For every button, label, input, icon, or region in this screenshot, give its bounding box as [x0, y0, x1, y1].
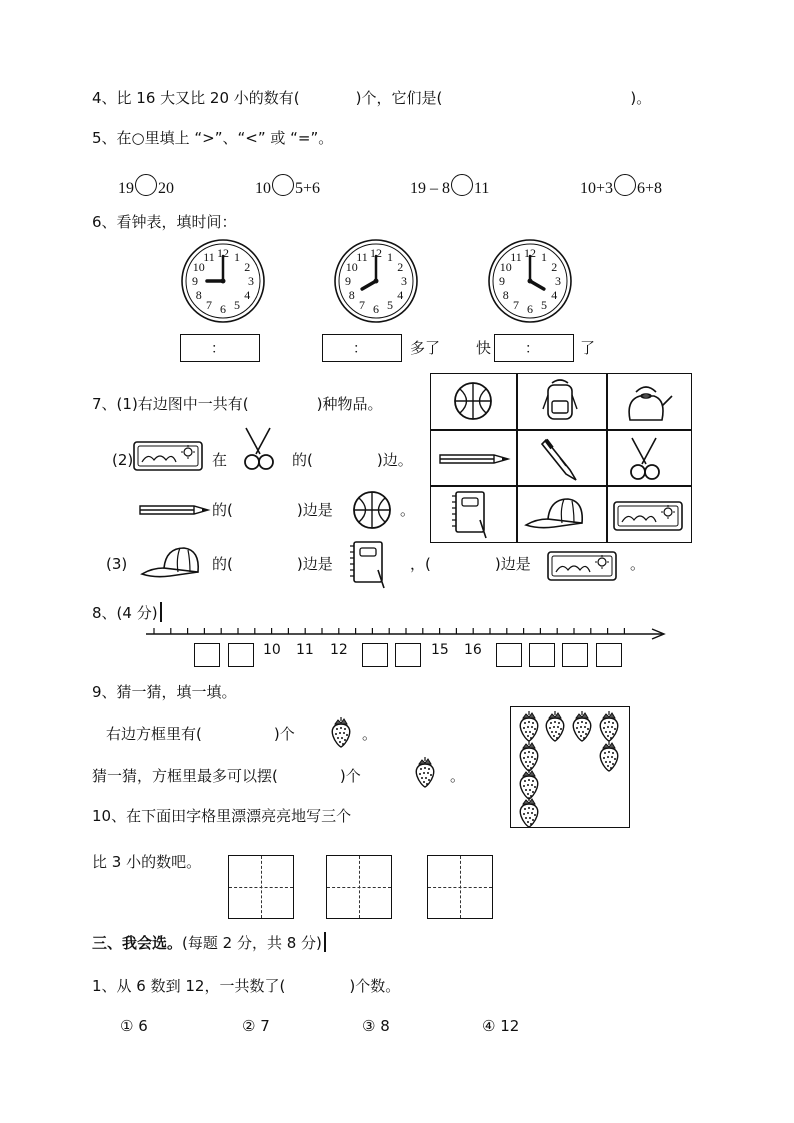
clock-number: 1: [234, 249, 240, 264]
text-cursor: [160, 602, 162, 622]
time-box-1-colon: ：: [211, 341, 225, 357]
strawberry-icon: [414, 756, 436, 788]
q5-item-1: [118, 174, 174, 198]
q5-item-1-right: 20: [158, 180, 174, 197]
number-line-label-11: 11: [296, 642, 314, 658]
notebook-icon: [452, 490, 490, 540]
clock-center: [528, 279, 533, 284]
option-1[interactable]: ① 6: [120, 1017, 148, 1035]
q7-dot-2: 。: [630, 555, 646, 573]
q7-zai: 在: [212, 451, 228, 469]
strawberry-icon: [518, 796, 540, 828]
clock-number: 11: [203, 249, 215, 264]
clock-number: 6: [220, 302, 226, 316]
ball-icon: [352, 490, 392, 530]
clock-3: [487, 238, 573, 324]
strawberry-icon: [598, 710, 620, 742]
q4-line: [92, 88, 651, 108]
clock-number: 7: [513, 298, 519, 313]
q5-circle-2[interactable]: [272, 174, 294, 196]
number-line-label-10: 10: [263, 642, 281, 658]
strawberry-icon: [544, 710, 566, 742]
time-box-1[interactable]: [180, 334, 260, 362]
scissors-icon: [626, 436, 662, 482]
tianzige-grid-1[interactable]: [228, 855, 294, 919]
clock-number: 11: [510, 249, 522, 264]
number-line-label-15: 15: [431, 642, 449, 658]
q7-de-2: 的(: [212, 501, 233, 519]
backpack-icon: [540, 377, 580, 423]
time-box-2-colon: ：: [353, 341, 367, 357]
tianzige-grid-2[interactable]: [326, 855, 392, 919]
clock-center: [374, 279, 379, 284]
q5-circle-3[interactable]: [451, 174, 473, 196]
pencil-case-icon: [132, 438, 204, 474]
notebook-icon: [350, 540, 388, 590]
clock-number: 9: [192, 274, 198, 288]
q7-part1-b: )种物品。: [316, 395, 383, 413]
pencil-icon: [138, 503, 210, 517]
q9-title: 9、猜一猜，填一填。: [92, 683, 237, 701]
q7-bianshi: )边是: [296, 501, 333, 519]
number-line-box-3[interactable]: [362, 643, 388, 667]
option-4[interactable]: ④ 12: [482, 1017, 520, 1035]
clock-number: 2: [551, 260, 558, 274]
number-line-label-16: 16: [464, 642, 482, 658]
clock-number: 5: [387, 298, 393, 313]
q9-dot-2: 。: [450, 767, 466, 785]
cap-icon: [140, 546, 204, 582]
q7-part1: [92, 394, 383, 414]
clock-number: 10: [345, 260, 358, 274]
text-cursor: [324, 932, 326, 952]
option-3[interactable]: ③ 8: [362, 1017, 390, 1035]
q5-item-2-left: 10: [255, 180, 271, 197]
q4-part-a: 4、比 16 大又比 20 小的数有(: [92, 89, 300, 107]
clock-number: 6: [373, 302, 379, 316]
section-3-q1-b: )个数。: [349, 977, 401, 995]
number-line-box-8[interactable]: [596, 643, 622, 667]
number-line-box-1[interactable]: [194, 643, 220, 667]
number-line-box-2[interactable]: [228, 643, 254, 667]
q7-de: 的(: [292, 451, 313, 469]
clock-number: 7: [206, 298, 212, 313]
q5-item-2: [255, 174, 320, 198]
clock-number: 4: [551, 288, 558, 302]
q5-circle-1[interactable]: [135, 174, 157, 196]
time-box-3-colon: ：: [525, 341, 539, 357]
q5-item-2-right: 5+6: [295, 180, 321, 197]
clock-number: 10: [192, 260, 205, 274]
kettle-icon: [622, 380, 674, 424]
q7-part1-a: 7、(1)右边图中一共有(: [92, 395, 249, 413]
strawberry-icon: [598, 740, 620, 772]
q7-part3-text: [212, 554, 333, 574]
strawberry-icon: [571, 710, 593, 742]
section-3-heading: [92, 932, 326, 953]
q8-title: [92, 602, 162, 623]
ball-icon: [453, 381, 493, 421]
q9-line-2: [92, 766, 361, 786]
pen-icon: [540, 436, 580, 482]
q5-item-4-left: 10+3: [580, 180, 614, 197]
clock-number: 8: [502, 288, 509, 302]
q8-title-text: 8、(4 分): [92, 604, 158, 622]
clock-number: 1: [387, 249, 393, 264]
clock-number: 3: [401, 274, 407, 288]
clock-2: [333, 238, 419, 324]
tianzige-grid-3[interactable]: [427, 855, 493, 919]
q5-item-3-left: 19 – 8: [410, 180, 450, 197]
clock-number: 6: [527, 302, 533, 316]
q6-le-label: 了: [580, 339, 596, 357]
clock-number: 7: [359, 298, 365, 313]
cap-icon: [524, 497, 588, 533]
q10-line-1: 10、在下面田字格里漂漂亮亮地写三个: [92, 807, 352, 825]
q7-pencil-text: [212, 500, 333, 520]
clock-number: 9: [345, 274, 351, 288]
scissors-icon: [240, 426, 276, 472]
q9-dot-1: 。: [362, 725, 378, 743]
clock-number: 5: [541, 298, 547, 313]
q9-line-2-b: )个: [339, 767, 361, 785]
clock-number: 4: [244, 288, 251, 302]
section-3-q1-a: 1、从 6 数到 12，一共数了(: [92, 977, 286, 995]
clock-number: 4: [397, 288, 404, 302]
q7-part2-text: [292, 450, 413, 470]
q7-part2-label: (2): [112, 451, 134, 469]
clock-number: 2: [397, 260, 404, 274]
number-line-label-12: 12: [330, 642, 348, 658]
strawberry-icon: [330, 716, 352, 748]
q5-circle-4[interactable]: [614, 174, 636, 196]
clock-number: 8: [195, 288, 202, 302]
section-3-q1: [92, 976, 400, 996]
option-2[interactable]: ② 7: [242, 1017, 270, 1035]
q9-line-2-a: 猜一猜，方框里最多可以摆(: [92, 767, 278, 785]
q10-line-2: 比 3 小的数吧。: [92, 853, 202, 871]
number-line-box-7[interactable]: [562, 643, 588, 667]
q5-item-1-left: 19: [118, 180, 134, 197]
number-line-box-6[interactable]: [529, 643, 555, 667]
clock-number: 12: [370, 246, 382, 260]
clock-number: 1: [541, 249, 547, 264]
q7-bianshi-3: )边是: [494, 555, 531, 573]
clock-number: 10: [499, 260, 512, 274]
section-3-note: (每题 2 分，共 8 分): [182, 934, 322, 952]
q7-part3-text-2: [410, 554, 531, 574]
q5-item-4-right: 6+8: [637, 180, 663, 197]
q9-line-1-a: 右边方框里有(: [106, 725, 202, 743]
q7-part3-label: (3): [106, 555, 128, 573]
number-line: [146, 626, 668, 642]
pencil-case-icon: [546, 548, 618, 584]
q6-fast-label: 快: [476, 339, 492, 357]
clock-number: 11: [356, 249, 368, 264]
clock-number: 12: [524, 246, 536, 260]
q6-more-label: 多了: [410, 339, 441, 357]
clock-number: 5: [234, 298, 240, 313]
q9-line-1-b: )个: [273, 725, 295, 743]
q7-dot-1: 。: [400, 501, 416, 519]
q4-part-c: )。: [630, 89, 652, 107]
clock-number: 2: [244, 260, 251, 274]
q7-de-3: 的(: [212, 555, 233, 573]
time-box-2[interactable]: [322, 334, 402, 362]
pencil-icon: [438, 452, 510, 466]
q7-comma: ，(: [410, 555, 431, 573]
q5-item-3: [410, 174, 489, 198]
clock-number: 3: [248, 274, 254, 288]
q7-bianshi-2: )边是: [296, 555, 333, 573]
pencil-case-icon: [612, 498, 684, 534]
clock-number: 3: [555, 274, 561, 288]
clock-1: [180, 238, 266, 324]
q5-item-4: [580, 174, 662, 198]
clock-number: 9: [499, 274, 505, 288]
clock-center: [221, 279, 226, 284]
time-box-3[interactable]: [494, 334, 574, 362]
strawberry-icon: [518, 710, 540, 742]
clock-number: 12: [217, 246, 229, 260]
number-line-box-5[interactable]: [496, 643, 522, 667]
q7-bian: )边。: [376, 451, 413, 469]
q5-item-3-right: 11: [474, 180, 490, 197]
q4-part-b: )个，它们是(: [355, 89, 443, 107]
section-3-title: 三、我会选。: [92, 934, 183, 952]
number-line-box-4[interactable]: [395, 643, 421, 667]
q9-line-1: [106, 724, 295, 744]
q6-title: 6、看钟表，填时间：: [92, 213, 237, 231]
q5-title: 5、在○里填上 “>”、“<” 或 “=”。: [92, 129, 334, 147]
clock-number: 8: [348, 288, 355, 302]
